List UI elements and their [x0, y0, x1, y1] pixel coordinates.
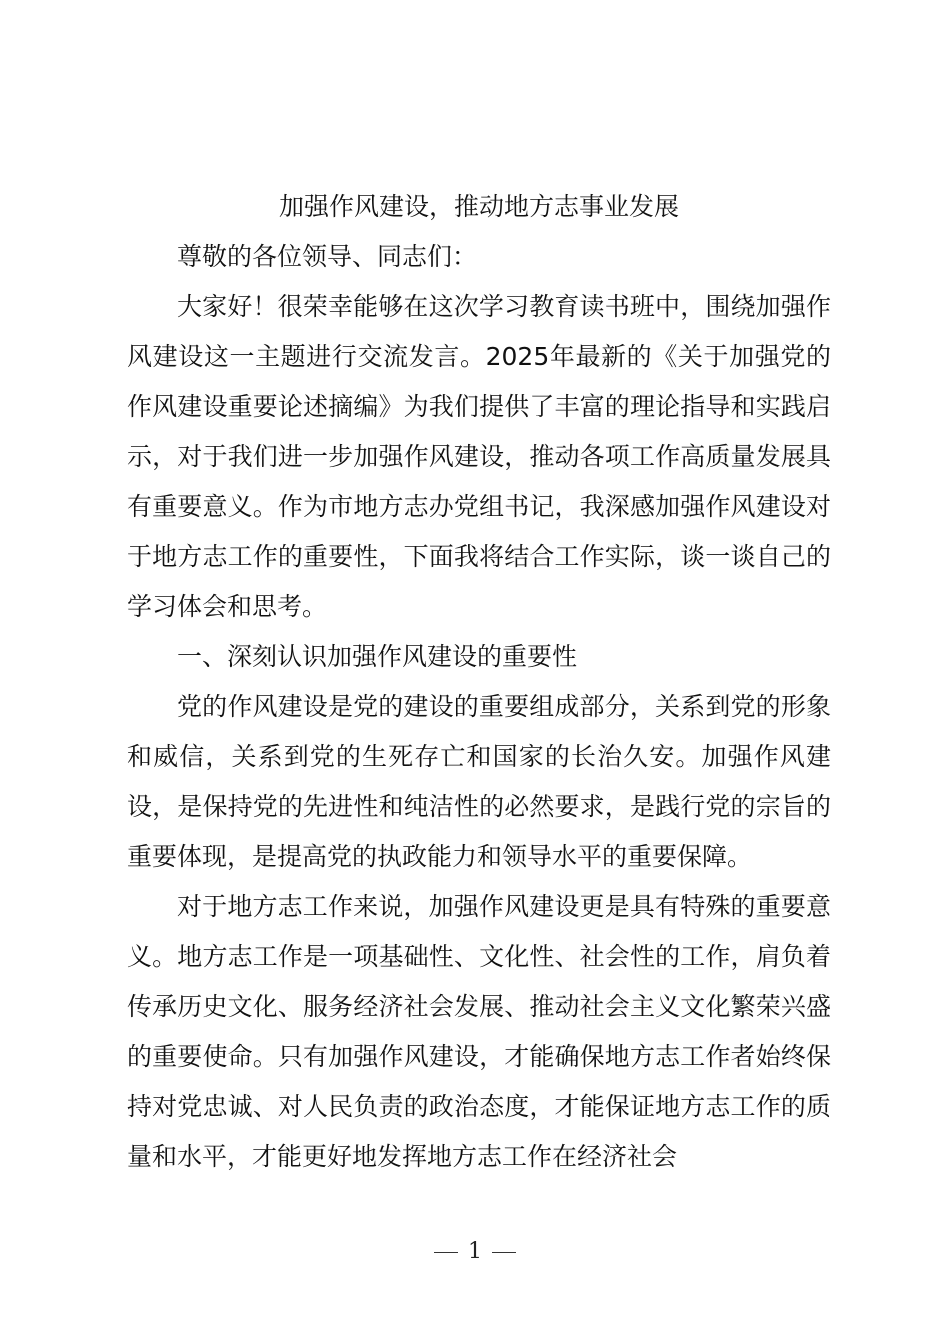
intro-paragraph: 大家好！很荣幸能够在这次学习教育读书班中，围绕加强作风建设这一主题进行交流发言。2025年最新的《关于加强党的作风建设重要论述摘编》为我们提供了丰富的理论指导和实践启示，对于我们进一步加强作风建设，推动各项工作高质量发展具有重要意义。作为市地方志办党组书记，我深感加强作风建设对于地方志工作的重要性，下面我将结合工作实际，谈一谈自己的学习体会和思考。: [127, 292, 831, 621]
salutation: 尊敬的各位领导、同志们：: [177, 242, 478, 271]
footer-dash-right: [492, 1252, 516, 1253]
document-title: 加强作风建设，推动地方志事业发展: [278, 192, 679, 221]
footer-dash-left: [434, 1252, 458, 1253]
page-number: 1: [468, 1239, 482, 1264]
section-heading: 一、深刻认识加强作风建设的重要性: [177, 642, 578, 671]
document-body: [127, 182, 831, 1182]
body-paragraph: 党的作风建设是党的建设的重要组成部分，关系到党的形象和威信，关系到党的生死存亡和国家的长治久安。加强作风建设，是保持党的先进性和纯洁性的必然要求，是践行党的宗旨的重要体现，是提高党的执政能力和领导水平的重要保障。: [127, 692, 831, 871]
page-footer: [0, 1236, 950, 1268]
body-paragraph: 对于地方志工作来说，加强作风建设更是具有特殊的重要意义。地方志工作是一项基础性、文化性、社会性的工作，肩负着传承历史文化、服务经济社会发展、推动社会主义文化繁荣兴盛的重要使命。只有加强作风建设，才能确保地方志工作者始终保持对党忠诚、对人民负责的政治态度，才能保证地方志工作的质量和水平，才能更好地发挥地方志工作在经济社会: [127, 892, 831, 1171]
